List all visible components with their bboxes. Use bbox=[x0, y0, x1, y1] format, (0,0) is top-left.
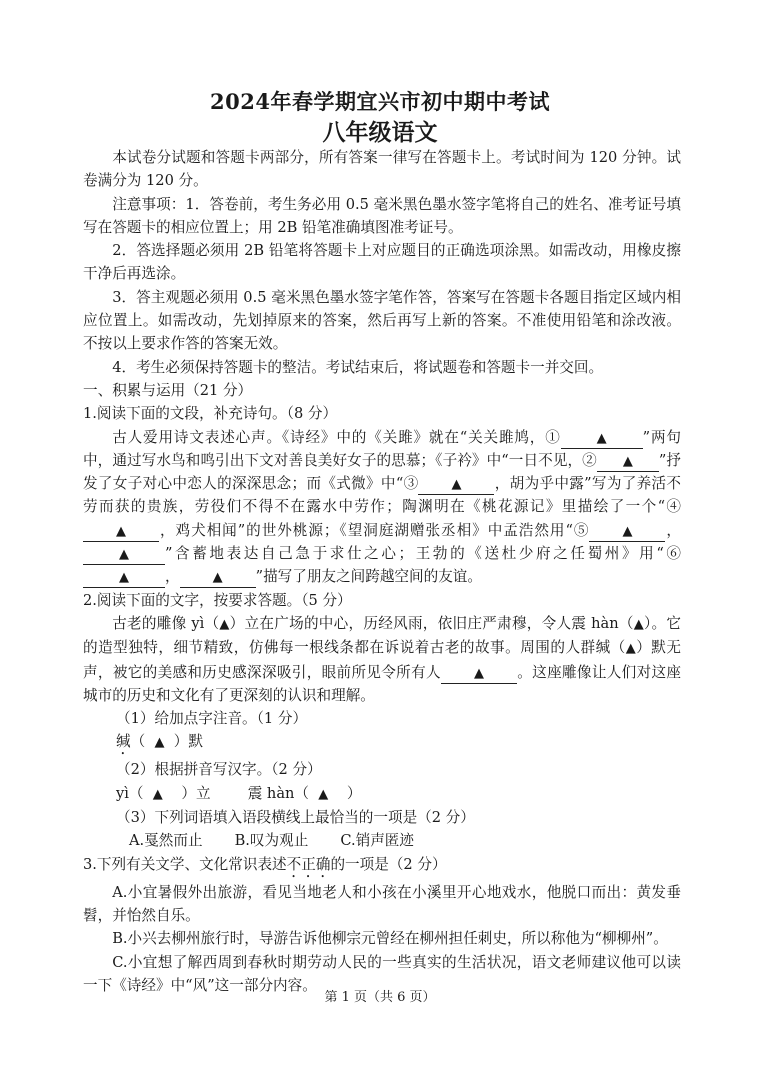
exam-subject: 八年级语文 bbox=[322, 119, 438, 146]
q1-text-part: ”含蓄地表达自己急于求仕之心；王勃的《送杜少府之任蜀州》用“⑥ bbox=[165, 545, 681, 563]
triangle-icon[interactable]: ▲ bbox=[625, 641, 637, 657]
triangle-icon: ▲ bbox=[596, 430, 607, 446]
answer-blank[interactable] bbox=[589, 522, 665, 542]
option-b[interactable]: B.叹为观止 bbox=[234, 832, 309, 850]
q1-text-part: 古人爱用诗文表述心声。《诗经》中的《关雎》就在“关关雎鸠，① bbox=[112, 428, 561, 446]
answer-blank[interactable] bbox=[597, 452, 659, 472]
triangle-icon: ▲ bbox=[622, 523, 633, 539]
page-number: 第 1 页（共 6 页） bbox=[324, 990, 436, 1005]
q3-option-b[interactable]: B.小兴去柳州旅行时，导游告诉他柳宗元曾经在柳州担任刺史，所以称他为“柳柳州”。 bbox=[112, 930, 668, 948]
triangle-icon[interactable]: ▲ bbox=[154, 735, 165, 751]
dotted-char: 缄 bbox=[116, 733, 131, 751]
question-1-stem: 1.阅读下面的文段，补充诗句。（8 分） bbox=[83, 405, 338, 423]
triangle-icon[interactable]: ▲ bbox=[633, 616, 644, 632]
answer-blank[interactable] bbox=[83, 545, 165, 565]
answer-blank[interactable] bbox=[83, 568, 165, 588]
question-2-stem: 2.阅读下面的文字，按要求答题。（5 分） bbox=[83, 591, 352, 609]
sub-question-2: （2）根据拼音写汉字。（2 分） bbox=[116, 761, 322, 779]
intro-paragraph: 本试卷分试题和答题卡两部分，所有答案一律写在答题卡上。考试时间为 120 分钟。试卷满分为 120 分。 bbox=[83, 149, 681, 190]
q1-text-part: ”两句中，通过写水鸟和鸣引出下文对善良美好女子的思慕；《子衿》中“一日不见，② bbox=[83, 428, 681, 469]
q1-text-part: ”描写了朋友之间跨越空间的友谊。 bbox=[255, 568, 482, 586]
question-1-text bbox=[83, 426, 681, 589]
q3-option-a[interactable]: A.小宜暑假外出旅游，看见当地老人和小孩在小溪里开心地戏水，他脱口而出：黄发垂髫，并怡然自乐。 bbox=[83, 883, 681, 924]
answer-blank[interactable] bbox=[441, 664, 517, 684]
option-a[interactable]: A.戛然而止 bbox=[129, 832, 203, 850]
triangle-icon: ▲ bbox=[212, 570, 223, 586]
triangle-icon[interactable]: ▲ bbox=[152, 786, 163, 802]
q3-stem-part: 的一项是（2 分） bbox=[330, 855, 447, 873]
option-c[interactable]: C.销声匿迹 bbox=[340, 832, 414, 850]
exam-body bbox=[83, 146, 681, 997]
q2-text-part: ）默无声，被它的美感和历史感深深吸引，眼前所见令所有人 bbox=[83, 639, 681, 681]
answer-suffix: ）立 bbox=[181, 784, 211, 802]
q1-text-part: ，鸡犬相闻”的世外桃源；《望洞庭湖赠张丞相》中孟浩然用“⑤ bbox=[159, 521, 590, 539]
answer-blank[interactable] bbox=[180, 568, 256, 588]
q3-stem-part: 3.下列有关文学、文化常识表述 bbox=[83, 855, 287, 873]
q2-text-part: 。这座雕像让人们对这座城市的历史和文化有了更深刻的认识和理解。 bbox=[83, 663, 681, 704]
q2-text-part: 古老的雕像 yì（ bbox=[112, 614, 220, 632]
triangle-icon: ▲ bbox=[116, 523, 126, 539]
answer-blank[interactable] bbox=[561, 429, 643, 449]
q1-text-part: ，胡为乎中露”写为了养活不劳而获的贵族，劳役们不得不在露水中劳作；陶渊明在《桃花源记》里描绘了一个“④ bbox=[83, 475, 681, 516]
pinyin-han: 震 hàn（ bbox=[247, 784, 310, 802]
bracket-close: ）默 bbox=[173, 733, 203, 751]
triangle-icon[interactable]: ▲ bbox=[318, 786, 329, 802]
bracket-close: ） bbox=[346, 784, 362, 802]
sub-question-1-answer bbox=[83, 730, 681, 758]
note-3: 3．答主观题必须用 0.5 毫米黑色墨水签字笔作答，答案写在答题卡各题目指定区域内相应位置上。如需改动，先划掉原来的答案，然后再写上新的答案。不准使用铅笔和涂改液。不按以上要求作答的答案无效。 bbox=[83, 288, 681, 353]
triangle-icon: ▲ bbox=[119, 547, 129, 563]
triangle-icon: ▲ bbox=[473, 665, 484, 681]
answer-blank[interactable] bbox=[83, 522, 159, 542]
exam-title: 2024年春学期宜兴市初中期中考试 bbox=[210, 89, 550, 114]
q3-option-c[interactable]: C.小宜想了解西周到春秋时期劳动人民的一些真实的生活状况，语文老师建议他可以读一下《诗经》中“风”这一部分内容。 bbox=[83, 953, 681, 994]
question-2-passage bbox=[83, 612, 681, 707]
question-3-stem bbox=[83, 853, 681, 881]
sub-question-2-answer bbox=[83, 782, 681, 806]
bracket-open: （ bbox=[130, 733, 146, 751]
triangle-icon: ▲ bbox=[119, 570, 129, 586]
section-heading: 一、积累与运用（21 分） bbox=[83, 381, 253, 399]
note-4: 4．考生必须保持答题卡的整洁。考试结束后，将试题卷和答题卡一并交回。 bbox=[112, 358, 604, 376]
sub-question-3-options bbox=[83, 829, 681, 852]
emphasis-text: 不正确 bbox=[286, 855, 331, 873]
q1-text-part: ， bbox=[665, 521, 681, 539]
q1-text-part: ”抒发了女子对心中恋人的深深思念；而《式微》中“③ bbox=[83, 451, 681, 493]
triangle-icon: ▲ bbox=[451, 477, 462, 493]
sub-question-3: （3）下列词语填入语段横线上最恰当的一项是（2 分） bbox=[116, 809, 475, 827]
triangle-icon: ▲ bbox=[622, 453, 633, 469]
sub-question-1: （1）给加点字注音。（1 分） bbox=[116, 710, 308, 728]
note-1: 注意事项：1．答卷前，考生务必用 0.5 毫米黑色墨水签字笔将自己的姓名、准考证号填写在答题卡的相应位置上；用 2B 铅笔准确填图准考证号。 bbox=[83, 195, 681, 236]
pinyin-yi: yì（ bbox=[116, 784, 144, 802]
answer-blank[interactable] bbox=[418, 475, 494, 495]
q1-text-part: ， bbox=[165, 568, 180, 586]
triangle-icon[interactable]: ▲ bbox=[219, 616, 230, 632]
note-2: 2．答选择题必须用 2B 铅笔将答题卡上对应题目的正确选项涂黑。如需改动，用橡皮擦干净后再选涂。 bbox=[83, 242, 681, 283]
q2-text-part: ）立在广场的中心，历经风雨，依旧庄严肃穆，令人震 hàn（ bbox=[229, 614, 634, 632]
q2-text-part: ）。它的造型独特，细节精致，仿佛每一根线条都在诉说着古老的故事。周围的人群缄（ bbox=[83, 614, 682, 657]
